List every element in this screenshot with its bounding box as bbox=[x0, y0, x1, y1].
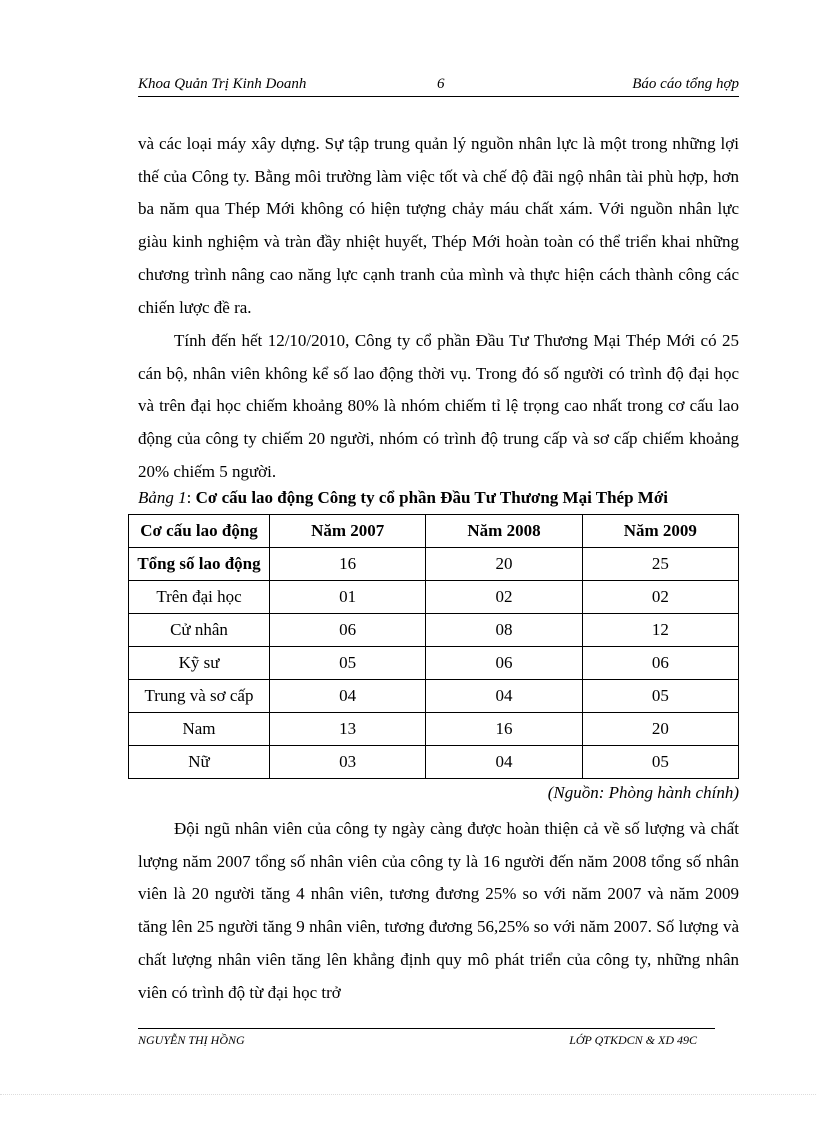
table-source: (Nguồn: Phòng hành chính) bbox=[547, 783, 739, 802]
table-header-row bbox=[129, 515, 739, 548]
table-caption-label: Bảng 1 bbox=[138, 488, 187, 507]
table-cell: 25 bbox=[582, 548, 738, 581]
table-cell: 03 bbox=[270, 746, 426, 779]
table-row bbox=[129, 614, 739, 647]
footer-class: LỚP QTKDCN & XD 49C bbox=[569, 1033, 697, 1047]
page-bottom-divider bbox=[0, 1094, 816, 1095]
page-header bbox=[138, 74, 739, 97]
table-cell: 05 bbox=[582, 680, 738, 713]
table-cell: 20 bbox=[426, 548, 582, 581]
table-cell: 05 bbox=[582, 746, 738, 779]
table-cell: 08 bbox=[426, 614, 582, 647]
footer-author: NGUYỄN THỊ HỒNG bbox=[138, 1033, 245, 1047]
table-cell: Nữ bbox=[129, 746, 270, 779]
table-cell: Kỹ sư bbox=[129, 647, 270, 680]
table-cell: Trên đại học bbox=[129, 581, 270, 614]
paragraph-1 bbox=[138, 128, 739, 324]
table-cell: Cử nhân bbox=[129, 614, 270, 647]
table-row bbox=[129, 647, 739, 680]
table-cell: 02 bbox=[426, 581, 582, 614]
table-row bbox=[129, 713, 739, 746]
table-cell: 06 bbox=[426, 647, 582, 680]
header-page-number: 6 bbox=[437, 76, 445, 92]
table-row bbox=[129, 581, 739, 614]
table-cell: 04 bbox=[426, 746, 582, 779]
table-cell: 13 bbox=[270, 713, 426, 746]
paragraph-2-text: Tính đến hết 12/10/2010, Công ty cổ phần Đầu Tư Thương Mại Thép Mới có 25 cán bộ, nhân viên không kể số lao động thời vụ. Trong đó số người có trình độ đại học và trên đại học chiếm khoảng 80% là nhóm chiếm tỉ lệ trọng cao nhất trong cơ cấu lao động của công ty chiếm 20 người, nhóm có trình độ trung cấp và sơ cấp chiếm khoảng 20% chiếm 5 người. bbox=[138, 331, 739, 481]
paragraph-3-text: Đội ngũ nhân viên của công ty ngày càng được hoàn thiện cả về số lượng và chất lượng năm 2007 tổng số nhân viên của công ty là 16 người đến năm 2008 tổng số nhân viên là 20 người tăng 4 nhân viên, tương đương 25% so với năm 2007 và năm 2009 tăng lên 25 người tăng 9 nhân viên, tương đương 56,25% so với năm 2007. Số lượng và chất lượng nhân viên tăng lên khẳng định quy mô phát triển của công ty, những nhân viên có trình độ từ đại học trở bbox=[138, 819, 739, 1002]
header-report-title: Báo cáo tổng hợp bbox=[632, 76, 739, 92]
table-row bbox=[129, 680, 739, 713]
page-footer bbox=[138, 1028, 715, 1047]
header-faculty: Khoa Quản Trị Kinh Doanh bbox=[138, 76, 307, 92]
table-cell: 12 bbox=[582, 614, 738, 647]
table-header-cell: Năm 2009 bbox=[582, 515, 738, 548]
table-cell: 04 bbox=[426, 680, 582, 713]
table-caption: Bảng 1: Cơ cấu lao động Công ty cổ phần Đầu Tư Thương Mại Thép Mới bbox=[138, 488, 668, 507]
labor-structure-table bbox=[128, 514, 739, 779]
paragraph-2 bbox=[138, 325, 739, 489]
table-cell: Trung và sơ cấp bbox=[129, 680, 270, 713]
table-cell: 02 bbox=[582, 581, 738, 614]
paragraph-3 bbox=[138, 813, 739, 1009]
table-cell: 16 bbox=[270, 548, 426, 581]
table-caption-title: Cơ cấu lao động Công ty cổ phần Đầu Tư Thương Mại Thép Mới bbox=[195, 488, 668, 507]
paragraph-1-text: và các loại máy xây dựng. Sự tập trung quản lý nguồn nhân lực là một trong những lợi thế của Công ty. Bằng môi trường làm việc tốt và chế độ đãi ngộ nhân tài phù hợp, hơn ba năm qua Thép Mới không có hiện tượng chảy máu chất xám. Với nguồn nhân lực giàu kinh nghiệm và tràn đầy nhiệt huyết, Thép Mới hoàn toàn có thể triển khai những chương trình nâng cao năng lực cạnh tranh của mình và thực hiện cách thành công các chiến lược đề ra. bbox=[138, 134, 739, 317]
table-cell: 20 bbox=[582, 713, 738, 746]
table-row bbox=[129, 746, 739, 779]
table-cell: 05 bbox=[270, 647, 426, 680]
table-header-cell: Năm 2008 bbox=[426, 515, 582, 548]
table-cell: 04 bbox=[270, 680, 426, 713]
table-cell: Tổng số lao động bbox=[129, 548, 270, 581]
table-header-cell: Cơ cấu lao động bbox=[129, 515, 270, 548]
table-cell: Nam bbox=[129, 713, 270, 746]
table-row bbox=[129, 548, 739, 581]
table-cell: 01 bbox=[270, 581, 426, 614]
table-cell: 16 bbox=[426, 713, 582, 746]
table-header-cell: Năm 2007 bbox=[270, 515, 426, 548]
table-cell: 06 bbox=[582, 647, 738, 680]
table-cell: 06 bbox=[270, 614, 426, 647]
